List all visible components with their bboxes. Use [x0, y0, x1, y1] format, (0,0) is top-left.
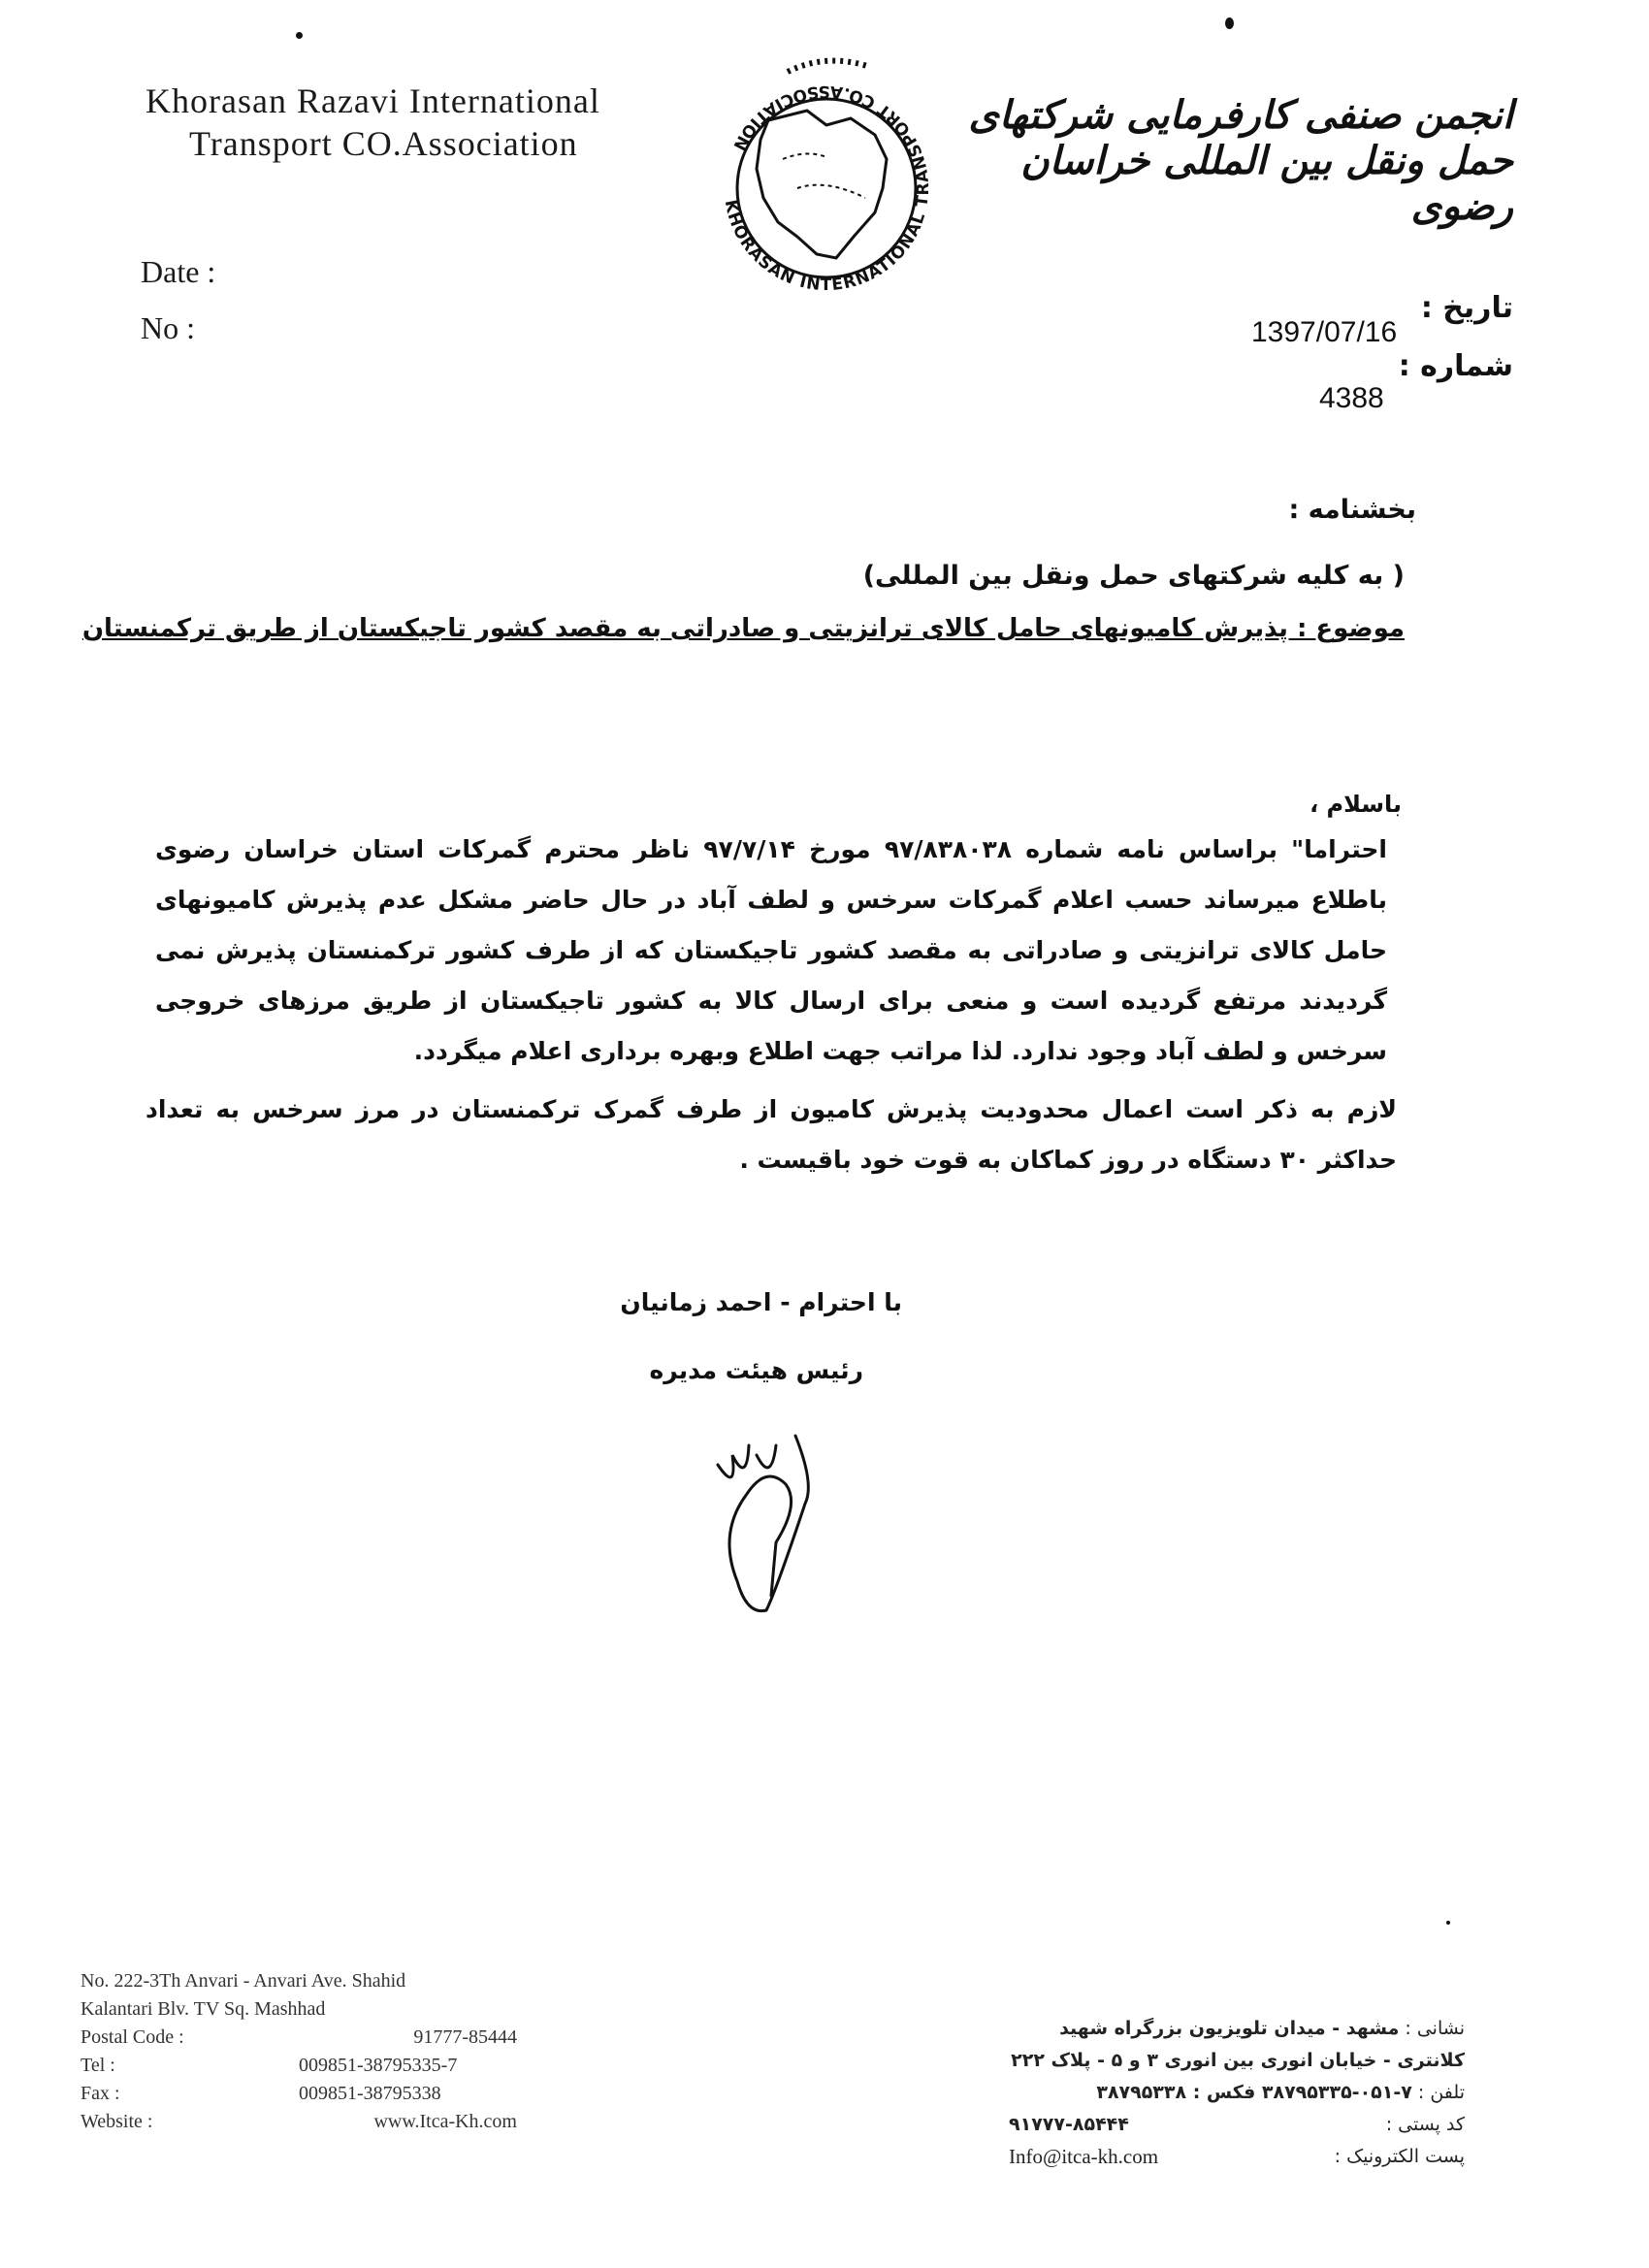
org-name-en-line1: Khorasan Razavi International — [146, 81, 600, 120]
org-name-en-line2: Transport CO.Association — [189, 124, 578, 163]
footer-fa-address-line1: مشهد - میدان تلویزیون بزرگراه شهید — [1059, 2018, 1400, 2039]
footer-fa-email-row — [1009, 2141, 1465, 2173]
association-seal-logo — [681, 43, 972, 334]
footer-fa-phone-row — [1009, 2077, 1465, 2109]
footer-fa — [1009, 2013, 1465, 2173]
scan-speck — [1225, 17, 1234, 29]
signature — [679, 1426, 844, 1620]
footer-website-label: Website : — [81, 2111, 153, 2132]
no-value: 4388 — [1319, 382, 1384, 414]
footer-fa-address-label: نشانی : — [1405, 2018, 1465, 2039]
footer-fa-phone-label: تلفن : — [1417, 2082, 1465, 2103]
svg-text:KHORASAN INTERNATIONAL TRANSPO — [721, 81, 933, 295]
footer-fax-row — [81, 2080, 517, 2108]
footer-fa-email-label: پست الکترونیک : — [1334, 2146, 1465, 2167]
footer-fax-value: 009851-38795338 — [299, 2083, 441, 2104]
footer-postal-label: Postal Code : — [81, 2026, 184, 2048]
letter-type: بخشنامه : — [1288, 495, 1416, 525]
date-value: 1397/07/16 — [1251, 316, 1398, 348]
footer-fa-postal-label: کد پستی : — [1385, 2114, 1465, 2135]
scan-speck — [1446, 1921, 1450, 1925]
body-paragraph-1: احتراما" براساس نامه شماره ۹۷/۸۳۸۰۳۸ مورخ ۹۷/۷/۱۴ ناظر محترم گمرکات استان خراسان رضوی باطلاع میرساند حسب اعلام گمرکات سرخس و لطف آباد در حال حاضر مشکل عدم پذیرش کامیونهای حامل کالای ترانزیتی و صادراتی به مقصد کشور تاجیکستان که از طرف کشور ترکمنستان پذیرش نمی گردیدند مرتفع گردیده است و منعی برای ارسال کالا به کشور تاجیکستان از طریق مرزهای خروجی سرخس و لطف آباد وجود ندارد. لذا مراتب جهت اطلاع وبهره برداری اعلام میگردد. — [155, 835, 1387, 1065]
footer-fa-email-link[interactable]: Info@itca-kh.com — [1009, 2145, 1159, 2168]
footer-fa-phone-value: ۷-۰۵۱-۳۸۷۹۵۳۳۵ فکس : ۳۸۷۹۵۳۳۸ — [1096, 2082, 1412, 2103]
no-label-fa: شماره : — [1398, 349, 1513, 383]
org-name-en — [146, 80, 698, 165]
footer-address-line2: Kalantari Blv. TV Sq. Mashhad — [81, 1998, 326, 2020]
greeting: باسلام ، — [1310, 791, 1402, 818]
date-label-en: Date : — [141, 254, 216, 289]
footer-fa-address-row — [1009, 2013, 1465, 2045]
seal-text: KHORASAN INTERNATIONAL TRANSPORT CO.ASSOCIATION — [720, 81, 934, 296]
footer-tel-value: 009851-38795335-7 — [299, 2055, 458, 2076]
org-name-fa: انجمن صنفی کارفرمایی شرکتهای حمل ونقل بین المللی خراسان رضوی — [968, 92, 1513, 229]
body-paragraph-2: لازم به ذکر است اعمال محدودیت پذیرش کامیون از طرف گمرک ترکمنستان در مرز سرخس به تعداد حداکثر ۳۰ دستگاه در روز کماکان به قوت خود باقیست . — [146, 1095, 1397, 1174]
footer-fa-postal-row — [1009, 2109, 1465, 2141]
footer-fa-postal-value: ۹۱۷۷۷-۸۵۴۴۴ — [1009, 2114, 1129, 2135]
signer-position: رئیس هیئت مدیره — [649, 1356, 863, 1384]
footer-website-row — [81, 2108, 517, 2136]
recipient: ( به کلیه شرکتهای حمل ونقل بین المللی) — [862, 561, 1405, 591]
date-label-fa: تاریخ : — [1420, 291, 1513, 325]
no-label-en: No : — [141, 310, 195, 345]
footer-website-link[interactable]: www.Itca-Kh.com — [373, 2111, 517, 2132]
closing: با احترام - احمد زمانیان — [620, 1288, 902, 1316]
subject-line: موضوع : پذیرش کامیونهای حامل کالای ترانزیتی و صادراتی به مقصد کشور تاجیکستان از طریق ترکمنستان — [81, 614, 1405, 643]
footer-postal-value: 91777-85444 — [413, 2026, 517, 2048]
footer-en — [81, 1967, 517, 2136]
footer-tel-row — [81, 2052, 517, 2080]
footer-postal-row — [81, 2024, 517, 2052]
footer-fa-address-line2: کلانتری - خیابان انوری بین انوری ۳ و ۵ - پلاک ۲۲۲ — [1011, 2050, 1465, 2071]
scan-speck — [296, 32, 303, 39]
footer-address-line1: No. 222-3Th Anvari - Anvari Ave. Shahid — [81, 1970, 406, 1992]
footer-tel-label: Tel : — [81, 2055, 115, 2076]
footer-fax-label: Fax : — [81, 2083, 120, 2104]
